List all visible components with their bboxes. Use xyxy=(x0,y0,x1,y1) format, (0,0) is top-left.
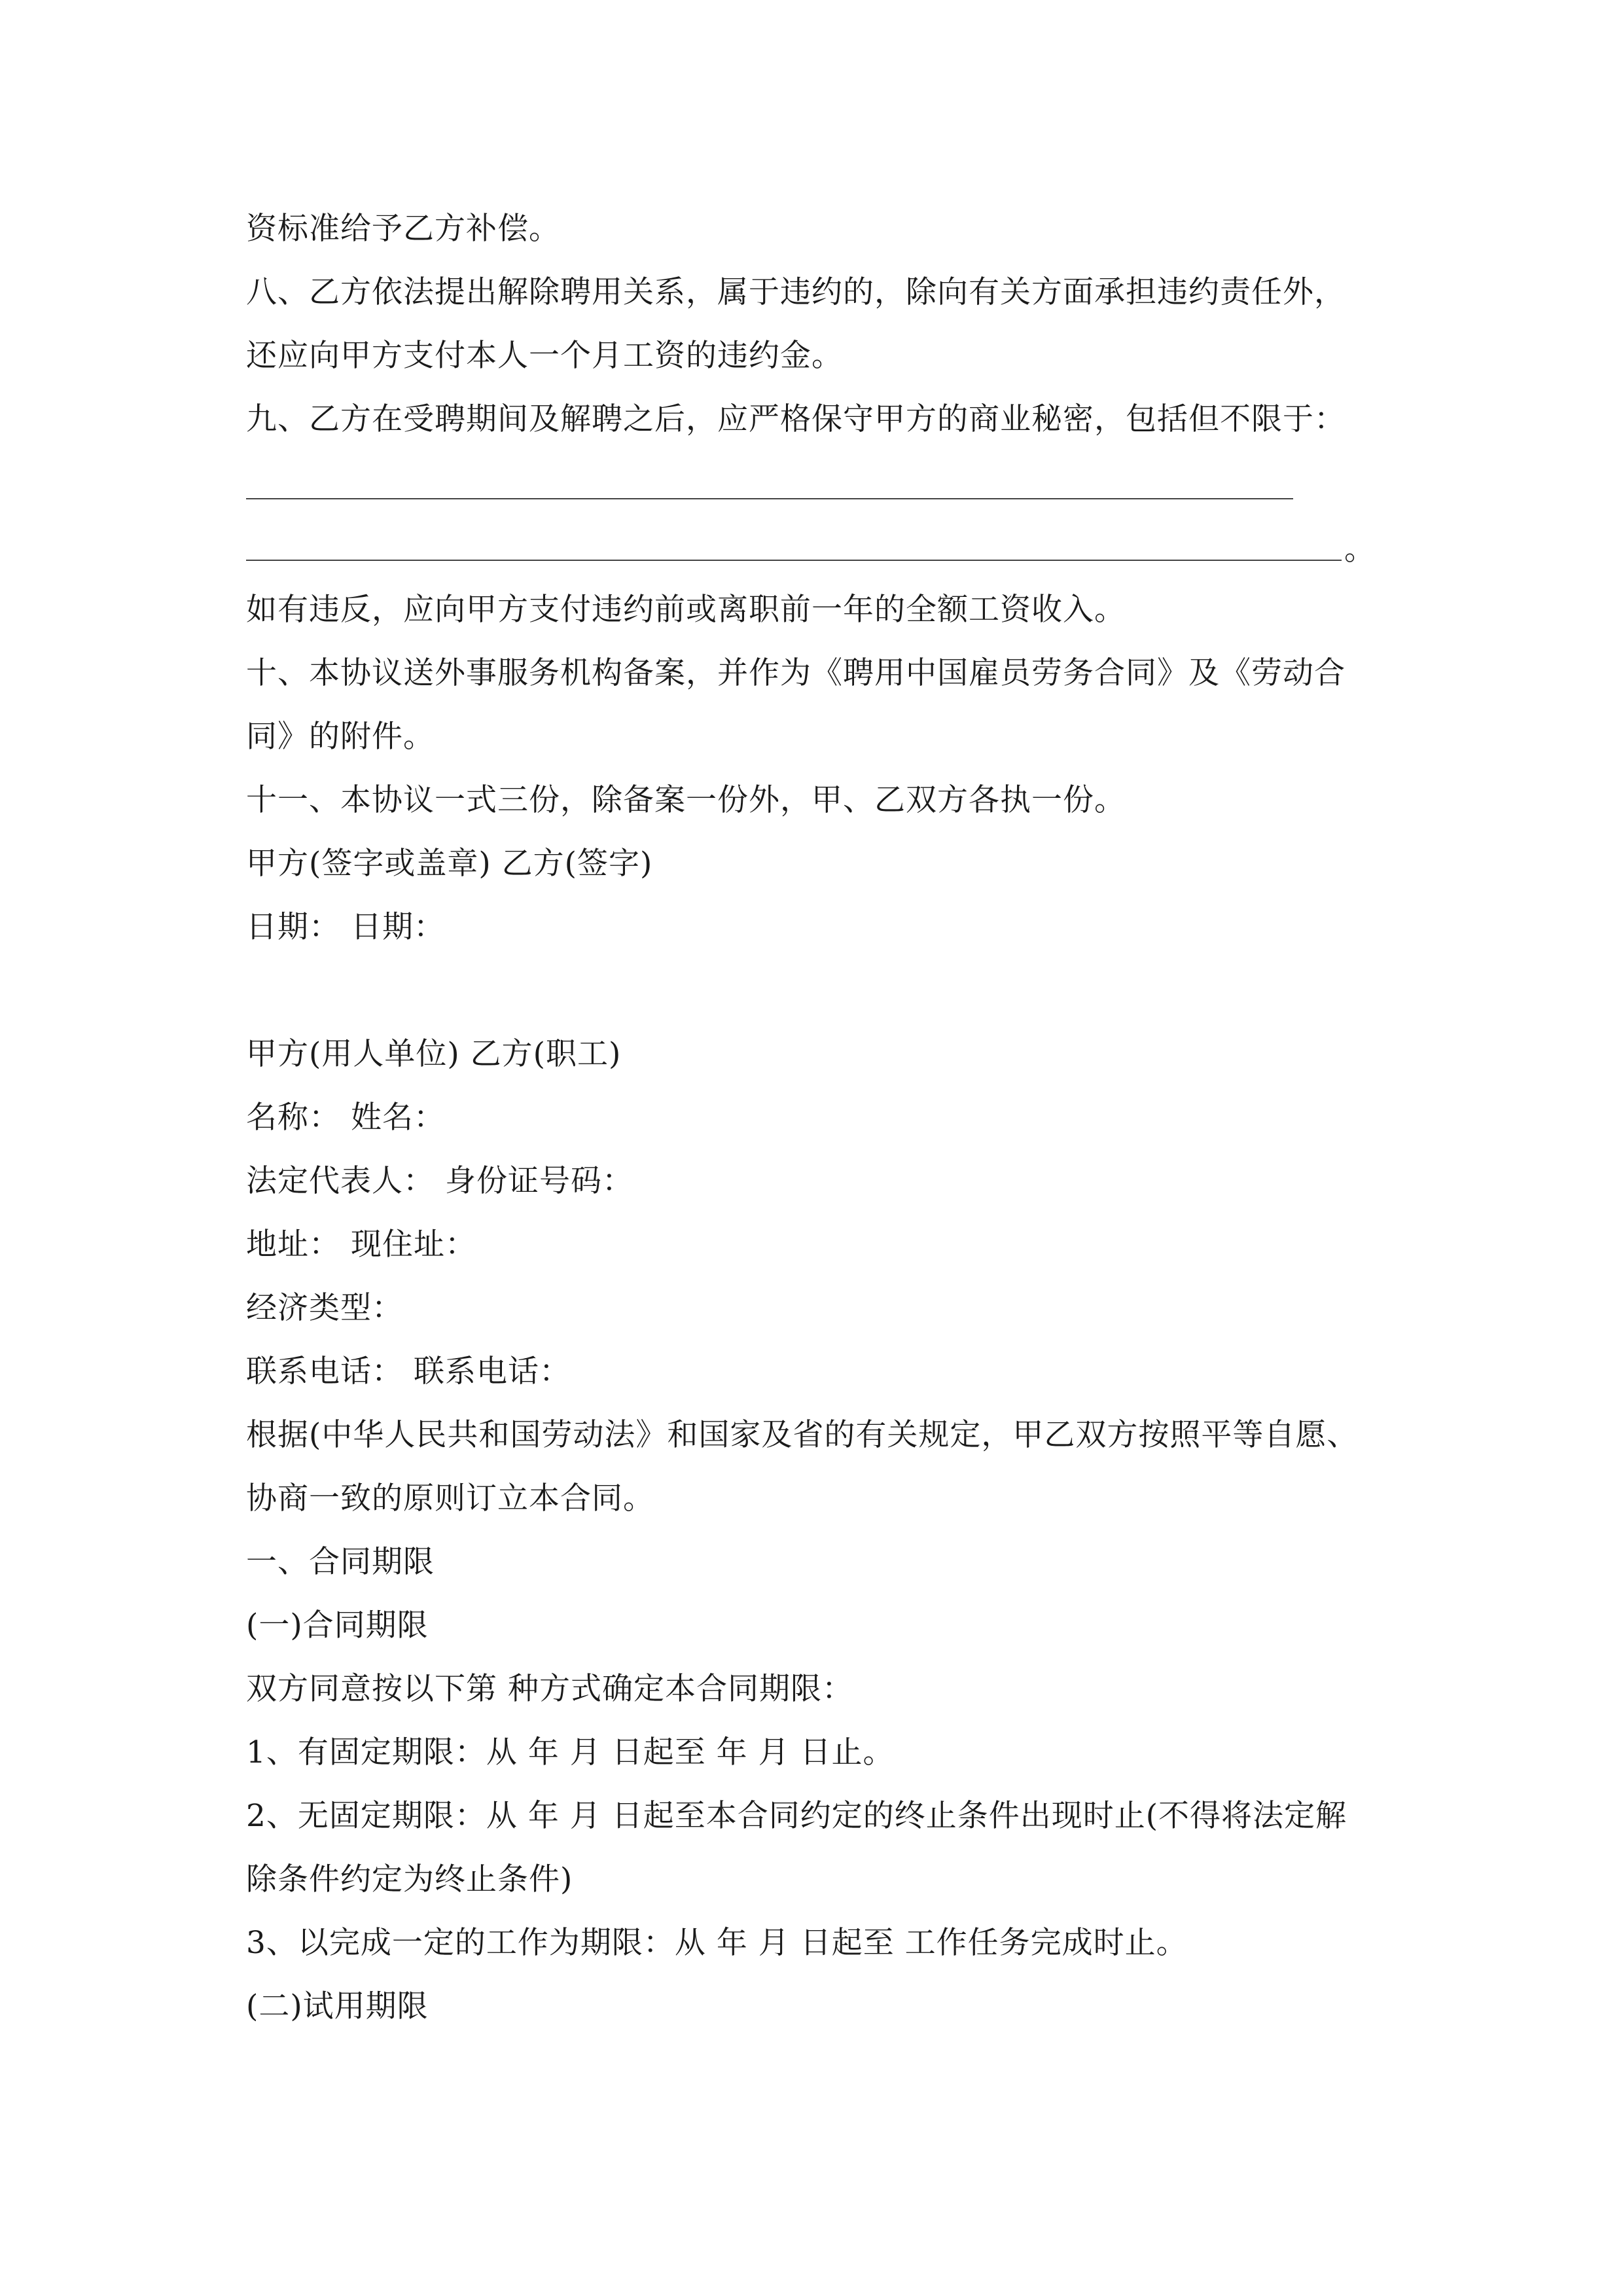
text-line: 2、无固定期限：从 年 月 日起至本合同约定的终止条件出现时止(不得将法定解 xyxy=(246,1798,1347,1834)
blank-fill-line xyxy=(246,560,1342,561)
text-line: 资标准给予乙方补偿。 xyxy=(246,211,560,247)
text-line: 双方同意按以下第 种方式确定本合同期限： xyxy=(246,1671,853,1707)
text-line: 如有违反，应向甲方支付违约前或离职前一年的全额工资收入。 xyxy=(246,592,1126,628)
subsection-heading: (二)试用期限 xyxy=(246,1988,429,2024)
section-heading: 一、合同期限 xyxy=(246,1544,435,1580)
text-line: 十一、本协议一式三份，除备案一份外，甲、乙双方各执一份。 xyxy=(246,782,1126,818)
text-line: 1、有固定期限：从 年 月 日起至 年 月 日止。 xyxy=(246,1734,895,1770)
text-line: 日期： 日期： xyxy=(246,909,445,945)
blank-fill-line xyxy=(246,498,1293,499)
text-line: 经济类型： xyxy=(246,1290,403,1326)
text-line: 联系电话： 联系电话： xyxy=(246,1354,571,1390)
text-line: 甲方(签字或盖章) 乙方(签字) xyxy=(246,846,653,882)
text-line: 八、乙方依法提出解除聘用关系，属于违约的，除向有关方面承担违约责任外， xyxy=(246,274,1346,310)
text-line: 名称： 姓名： xyxy=(246,1100,445,1136)
text-line: 九、乙方在受聘期间及解聘之后，应严格保守甲方的商业秘密，包括但不限于： xyxy=(246,401,1346,437)
text-line: 还应向甲方支付本人一个月工资的违约金。 xyxy=(246,338,843,374)
text-line: 协商一致的原则订立本合同。 xyxy=(246,1480,654,1516)
blank-end-mark: 。 xyxy=(1344,531,1375,567)
text-line: 甲方(用人单位) 乙方(职工) xyxy=(246,1036,622,1072)
text-line: 除条件约定为终止条件) xyxy=(246,1861,573,1897)
text-line: 根据(中华人民共和国劳动法》和国家及省的有关规定，甲乙双方按照平等自愿、 xyxy=(246,1417,1359,1453)
text-line: 地址： 现住址： xyxy=(246,1227,476,1263)
text-line: 法定代表人： 身份证号码： xyxy=(246,1163,633,1199)
text-line: 3、以完成一定的工作为期限：从 年 月 日起至 工作任务完成时止。 xyxy=(246,1925,1188,1961)
text-line: 同》的附件。 xyxy=(246,719,435,755)
subsection-heading: (一)合同期限 xyxy=(246,1607,429,1643)
text-line: 十、本协议送外事服务机构备案，并作为《聘用中国雇员劳务合同》及《劳动合 xyxy=(246,655,1346,691)
